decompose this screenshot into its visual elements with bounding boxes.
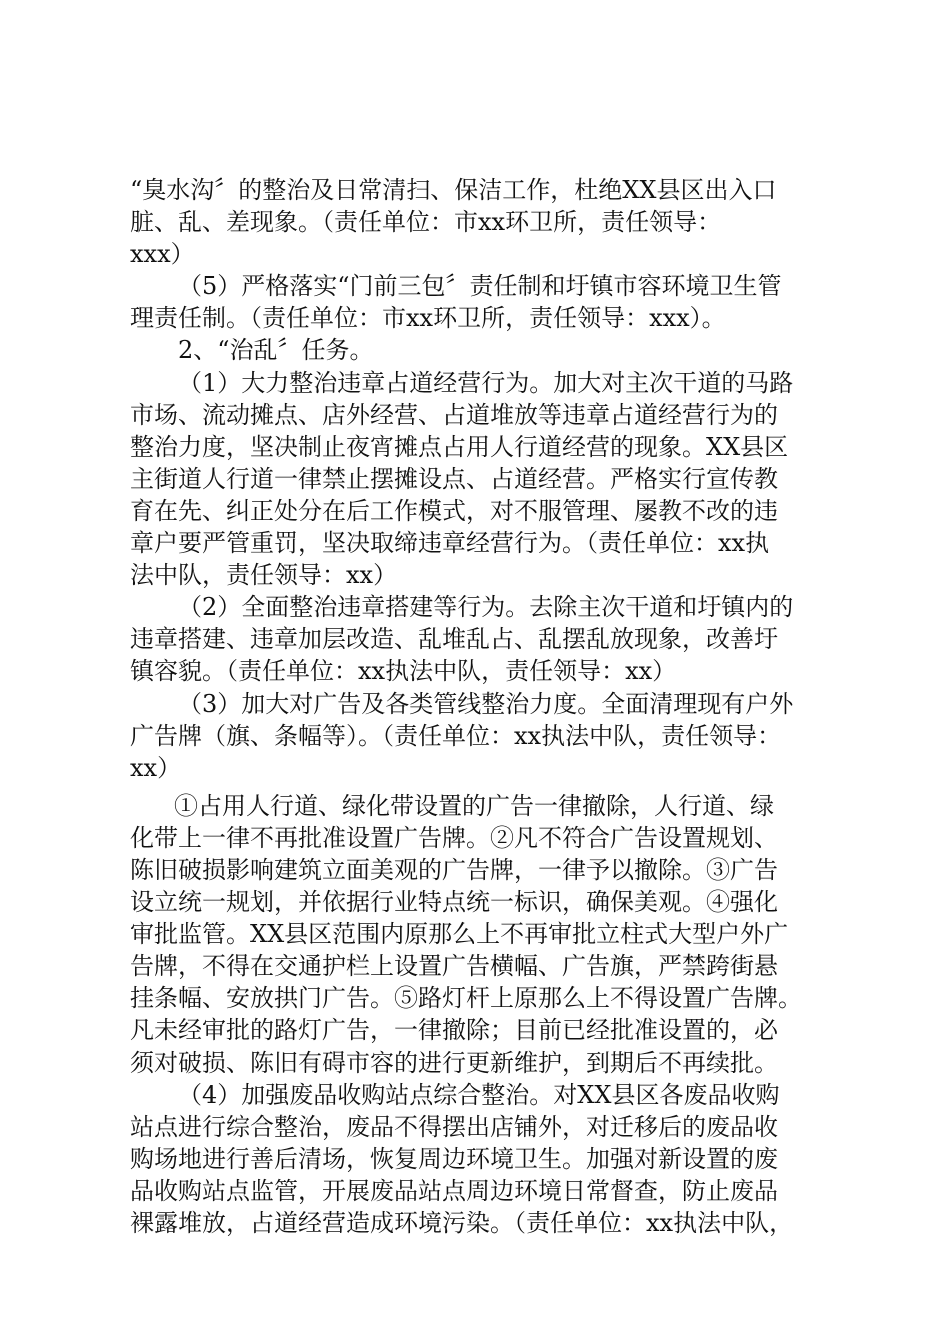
text-line: （3）加大对广告及各类管线整治力度。全面清理现有户外: [178, 689, 794, 718]
text-line: 告牌，不得在交通护栏上设置广告横幅、广告旗，严禁跨街悬: [130, 952, 778, 981]
paragraph-item-3: [130, 688, 830, 784]
text-line: （1）大力整治违章占道经营行为。加大对主次干道的马路: [178, 368, 794, 397]
text-line: “臭水沟〞的整治及日常清扫、保洁工作，杜绝XX县区出入口: [130, 176, 777, 204]
text-line: 设立统一规划，并依据行业特点统一标识，确保美观。④强化: [130, 888, 778, 917]
text-line: xx）: [130, 753, 182, 782]
text-line: 市场、流动摊点、店外经营、占道堆放等违章占道经营行为的: [130, 400, 778, 429]
text-line: 2、“治乱〞任务。: [178, 336, 374, 365]
text-line: 法中队，责任领导：xx）: [130, 561, 398, 590]
paragraph-item-5: [130, 270, 830, 334]
text-line: 脏、乱、差现象。（责任单位：市xx环卫所，责任领导：: [130, 208, 722, 237]
text-line: 挂条幅、安放拱门广告。⑤路灯杆上原那么上不得设置广告牌。: [130, 984, 802, 1013]
text-line: （2）全面整治违章搭建等行为。去除主次干道和圩镇内的: [178, 593, 794, 622]
text-line: 购场地进行善后清场，恢复周边环境卫生。加强对新设置的废: [130, 1144, 778, 1173]
text-line: 育在先、纠正处分在后工作模式，对不服管理、屡教不改的违: [130, 496, 778, 525]
text-line: 整治力度，坚决制止夜宵摊点占用人行道经营的现象。XX县区: [130, 432, 789, 461]
text-line: 违章搭建、违章加层改造、乱堆乱占、乱摆乱放现象，改善圩: [130, 625, 778, 654]
paragraph-item-1: [130, 367, 830, 592]
text-line: 主街道人行道一律禁止摆摊设点、占道经营。严格实行宣传教: [130, 464, 778, 493]
text-line: xxx）: [130, 240, 195, 269]
text-line: 镇容貌。（责任单位：xx执法中队，责任领导：xx）: [130, 657, 677, 686]
section-heading-zhiluan: [130, 334, 830, 366]
text-line: 审批监管。XX县区范围内原那么上不再审批立柱式大型户外广: [130, 920, 789, 949]
text-line: 凡未经审批的路灯广告，一律撤除；目前已经批准设置的，必: [130, 1016, 778, 1045]
text-line: （5）严格落实“门前三包〞责任制和圩镇市容环境卫生管: [178, 272, 782, 301]
paragraph-item-2: [130, 591, 830, 687]
text-line: 理责任制。（责任单位：市xx环卫所，责任领导：xxx）。: [130, 304, 726, 333]
text-line: 站点进行综合整治，废品不得摆出店铺外，对迁移后的废品收: [130, 1112, 778, 1141]
text-line: ①占用人行道、绿化带设置的广告一律撤除，人行道、绿: [174, 791, 774, 820]
paragraph-smelly-ditch: [130, 174, 830, 270]
text-line: 须对破损、陈旧有碍市容的进行更新维护，到期后不再续批。: [130, 1048, 778, 1077]
paragraph-ad-rules: [130, 790, 830, 1079]
text-line: 陈旧破损影响建筑立面美观的广告牌，一律予以撤除。③广告: [130, 855, 778, 884]
text-line: 品收购站点监管，开展废品站点周边环境日常督查，防止废品: [130, 1176, 778, 1205]
paragraph-item-4: [130, 1079, 830, 1239]
text-line: 裸露堆放，占道经营造成环境污染。（责任单位：xx执法中队，: [130, 1209, 794, 1237]
text-line: 广告牌（旗、条幅等）。（责任单位：xx执法中队，责任领导：: [130, 721, 782, 750]
document-body: [130, 174, 830, 1239]
text-line: （4）加强废品收购站点综合整治。对XX县区各废品收购: [178, 1080, 780, 1109]
text-line: 章户要严管重罚，坚决取缔违章经营行为。（责任单位：xx执: [130, 529, 770, 558]
text-line: 化带上一律不再批准设置广告牌。②凡不符合广告设置规划、: [130, 823, 778, 852]
